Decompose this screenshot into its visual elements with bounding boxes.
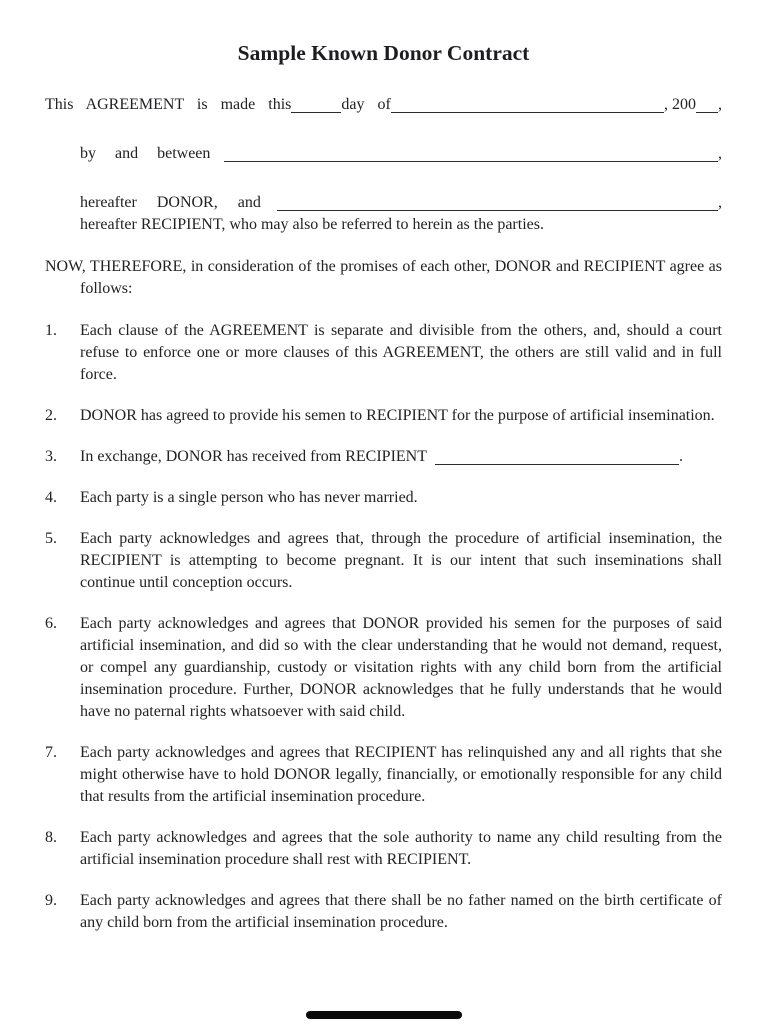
intro-line-1 [45,94,722,116]
blank-recipient-name [277,208,718,211]
intro-line-1-comma: , [718,96,722,113]
clause-text: Each clause of the AGREEMENT is separate and divisible from the others, and, should a court refuse to enforce one or more clauses of this AGREEMENT, the others are still valid and in full force. [80,322,722,383]
intro-line-3-text: hereafter DONOR, and [80,194,261,211]
clause-item-1 [45,320,722,386]
clause-text: Each party acknowledges and agrees that, through the procedure of artificial insemination, the RECIPIENT is attempting to become pregnant. It is our intent that such inseminations shall continue until conception occurs. [80,530,722,591]
blank-month [391,110,664,113]
clause-text: Each party acknowledges and agrees that the sole authority to name any child resulting from the artificial insemination procedure shall rest with RECIPIENT. [80,829,722,868]
intro-line-3-comma: , [718,194,722,211]
clause-number: 8. [45,829,57,846]
clause-text: Each party acknowledges and agrees that there shall be no father named on the birth certificate of any child born from the artificial insemination procedure. [80,892,722,931]
clause-item-6 [45,613,722,723]
clause-text: DONOR has agreed to provide his semen to RECIPIENT for the purpose of artificial insemination. [80,407,715,424]
clause-number: 6. [45,615,57,632]
intro-line-2-comma: , [718,145,722,162]
clause-text [80,446,722,468]
blank-consideration [435,462,679,465]
clause-item-3 [45,446,722,468]
intro-line-1-mid: day of [341,96,391,113]
clause-3-period: . [679,448,684,465]
intro-line-1-year: , 200 [664,96,696,113]
intro-line-2 [80,143,722,165]
intro-line-4: hereafter RECIPIENT, who may also be referred to herein as the parties. [80,216,544,233]
clause-item-4 [45,487,722,509]
clause-item-2 [45,405,722,427]
home-indicator-bar[interactable] [306,1011,462,1019]
clause-number: 7. [45,744,57,761]
intro-line-1-text: This AGREEMENT is made this [45,96,292,113]
clause-item-9 [45,890,722,934]
clause-text: Each party acknowledges and agrees that RECIPIENT has relinquished any and all rights that she might otherwise have to hold DONOR legally, financially, or emotionally responsible for any child that results from the artificial insemination procedure. [80,744,722,805]
clause-number: 2. [45,407,57,424]
clause-number: 3. [45,448,57,465]
blank-day [291,110,341,113]
document-title: Sample Known Donor Contract [237,41,530,65]
preamble: NOW, THEREFORE, in consideration of the promises of each other, DONOR and RECIPIENT agree as follows: [45,258,722,297]
clause-text: Each party acknowledges and agrees that DONOR provided his semen for the purposes of said artificial insemination, and did so with the clear understanding that he would not demand, request, or compel any guardianship, custody or visitation rights with any child born from the artificial insemination procedure. Further, DONOR acknowledges that he fully understands that he would have no paternal rights whatsoever with said child. [80,615,722,720]
clause-number: 4. [45,489,57,506]
clause-item-5 [45,528,722,594]
intro-line-3 [80,192,722,214]
clause-number: 5. [45,530,57,547]
clause-3-text: In exchange, DONOR has received from RECIPIENT [80,448,428,465]
blank-donor-name [224,159,718,162]
clause-text: Each party is a single person who has never married. [80,489,418,506]
blank-year [696,110,718,113]
clause-number: 9. [45,892,57,909]
clause-item-7 [45,742,722,808]
clause-number: 1. [45,322,57,339]
intro-line-2-text: by and between [80,145,211,162]
clause-item-8 [45,827,722,871]
